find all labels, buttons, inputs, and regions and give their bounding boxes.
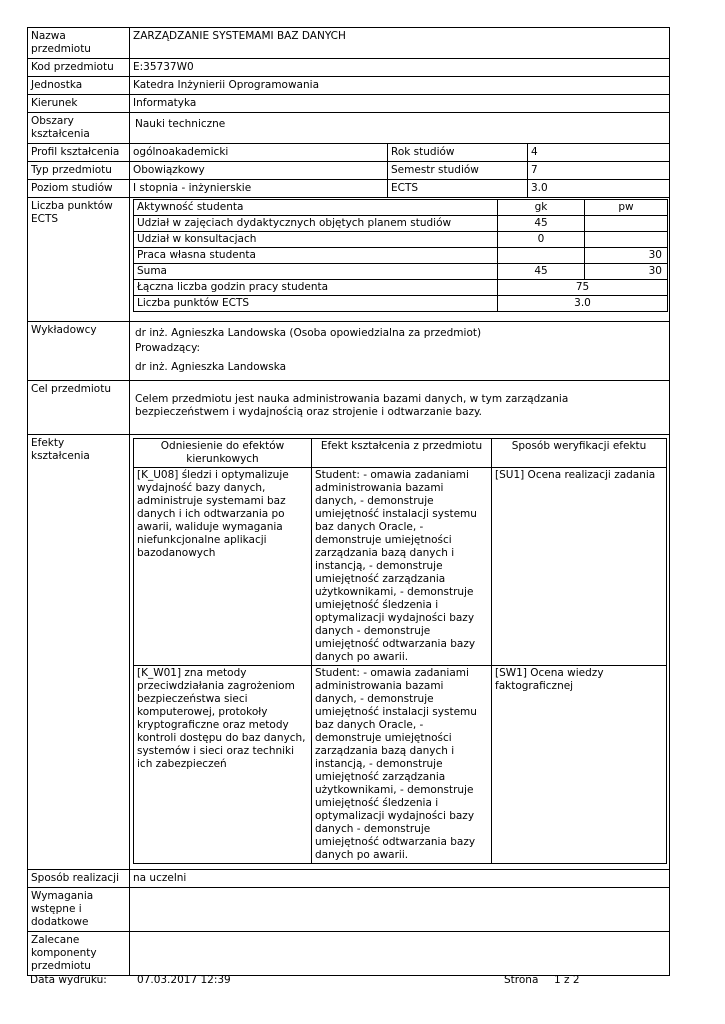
row-cel [28,381,670,435]
row-zalecane [28,932,670,976]
page-number: 1 z 2 [554,974,580,986]
label-obszary: Obszary kształcenia [28,113,130,144]
efekty-header-effect: Efekt kształcenia z przedmiotu [312,439,492,468]
value-zalecane [130,932,670,976]
efekty-effect: Student: - omawia zadaniami administrowania bazami danych, - demonstruje umiejętność instalacji systemu baz danych Oracle, - demonstruje umiejętności zarządzania bazą danych i instancją, - demonstruje umiejętność zarządzania użytkownikami, - demonstruje umiejętność śledzenia i optymalizacji wydajności bazy danych - demonstruje umiejętność odtwarzania bazy danych po awarii. [312,468,492,666]
label-zalecane: Zalecane komponenty przedmiotu [28,932,130,976]
label-cel: Cel przedmiotu [28,381,130,435]
ects-total-points-label: Liczba punktów ECTS [134,296,498,312]
ects-row [134,232,668,248]
ects-row-pw: 30 [585,264,668,280]
row-nazwa [28,28,670,59]
label-wymagania: Wymagania wstępne i dodatkowe [28,888,130,932]
label-ects: ECTS [388,180,528,198]
value-ects: 3.0 [528,180,670,198]
label-ects-points: Liczba punktów ECTS [28,198,130,322]
efekty-effect: Student: - omawia zadaniami administrowania bazami danych, - demonstruje umiejętność instalacji systemu baz danych Oracle, - demonstruje umiejętności zarządzania bazą danych i instancją, - demonstruje umiejętność zarządzania użytkownikami, - demonstruje umiejętność śledzenia i optymalizacji wydajności bazy danych - demonstruje umiejętność odtwarzania bazy danych po awarii. [312,666,492,864]
value-nazwa: ZARZĄDZANIE SYSTEMAMI BAZ DANYCH [130,28,670,59]
ects-row-gk [498,248,585,264]
ects-row [134,216,668,232]
ects-row-pw [585,216,668,232]
value-semestr: 7 [528,162,670,180]
ects-header-pw: pw [585,200,668,216]
efekty-row [134,468,667,666]
label-semestr: Semestr studiów [388,162,528,180]
label-rok: Rok studiów [388,144,528,162]
syllabus-table [27,27,670,976]
value-rok: 4 [528,144,670,162]
efekty-header-ref: Odniesienie do efektów kierunkowych [134,439,312,468]
row-efekty [28,435,670,870]
value-poziom: I stopnia - inżynierskie [130,180,388,198]
efekty-table [133,438,667,864]
value-typ: Obowiązkowy [130,162,388,180]
instructors-heading: Prowadzący: [135,342,201,354]
label-profil: Profil kształcenia [28,144,130,162]
label-kierunek: Kierunek [28,95,130,113]
row-poziom [28,180,670,198]
ects-row-name: Praca własna studenta [134,248,498,264]
efekty-verify: [SU1] Ocena realizacji zadania [492,468,667,666]
ects-row-gk: 45 [498,264,585,280]
ects-header-gk: gk [498,200,585,216]
value-wymagania [130,888,670,932]
row-profil [28,144,670,162]
ects-total-hours-label: Łączna liczba godzin pracy studenta [134,280,498,296]
efekty-row [134,666,667,864]
lecturer-line: dr inż. Agnieszka Landowska (Osoba opowiedzialna za przedmiot) [135,327,482,339]
label-sposob: Sposób realizacji [28,870,130,888]
efekty-ref: [K_U08] śledzi i optymalizuje wydajność bazy danych, administruje systemami baz danych i ich odtwarzania po awarii, waliduje wymagania niefunkcjonalne aplikacji bazodanowych [134,468,312,666]
ects-row [134,248,668,264]
efekty-header-row [134,439,667,468]
label-poziom: Poziom studiów [28,180,130,198]
ects-header-activity: Aktywność studenta [134,200,498,216]
row-wymagania [28,888,670,932]
value-sposob: na uczelni [130,870,670,888]
value-jednostka: Katedra Inżynierii Oprogramowania [130,77,670,95]
print-date-label: Data wydruku: [30,974,107,986]
ects-row-name: Udział w konsultacjach [134,232,498,248]
value-cel: Celem przedmiotu jest nauka administrowania bazami danych, w tym zarządzania bezpieczeństwem i wydajnością oraz strojenie i odtwarzanie bazy. [130,381,670,435]
label-typ: Typ przedmiotu [28,162,130,180]
instructor-name: dr inż. Agnieszka Landowska [135,361,287,373]
page-label: Strona [504,974,539,986]
ects-row-gk: 0 [498,232,585,248]
efekty-header-verify: Sposób weryfikacji efektu [492,439,667,468]
value-obszary: Nauki techniczne [130,113,670,144]
value-kierunek: Informatyka [130,95,670,113]
row-kod [28,59,670,77]
row-jednostka [28,77,670,95]
efekty-ref: [K_W01] zna metody przeciwdziałania zagrożeniom bezpieczeństwa sieci komputerowej, protokoły kryptograficzne oraz metody kontroli dostępu do baz danych, systemów i sieci oraz techniki ich zabezpieczeń [134,666,312,864]
row-sposob [28,870,670,888]
row-ects-table [28,198,670,322]
ects-row-pw [585,232,668,248]
ects-table [133,199,668,312]
value-profil: ogólnoakademicki [130,144,388,162]
ects-total-hours-value: 75 [498,280,668,296]
ects-total-points-row [134,296,668,312]
ects-header-row [134,200,668,216]
print-date-value: 07.03.2017 12:39 [137,974,231,986]
ects-total-points-value: 3.0 [498,296,668,312]
row-obszary [28,113,670,144]
ects-row [134,264,668,280]
label-jednostka: Jednostka [28,77,130,95]
row-kierunek [28,95,670,113]
label-nazwa: Nazwa przedmiotu [28,28,130,59]
row-typ [28,162,670,180]
value-kod: E:35737W0 [130,59,670,77]
ects-row-name: Udział w zajęciach dydaktycznych objętych planem studiów [134,216,498,232]
ects-row-pw: 30 [585,248,668,264]
row-wykladowcy [28,322,670,381]
label-wykladowcy: Wykładowcy [28,322,130,381]
label-efekty: Efekty kształcenia [28,435,130,870]
ects-row-name: Suma [134,264,498,280]
efekty-verify: [SW1] Ocena wiedzy faktograficznej [492,666,667,864]
ects-row-gk: 45 [498,216,585,232]
ects-total-hours-row [134,280,668,296]
label-kod: Kod przedmiotu [28,59,130,77]
